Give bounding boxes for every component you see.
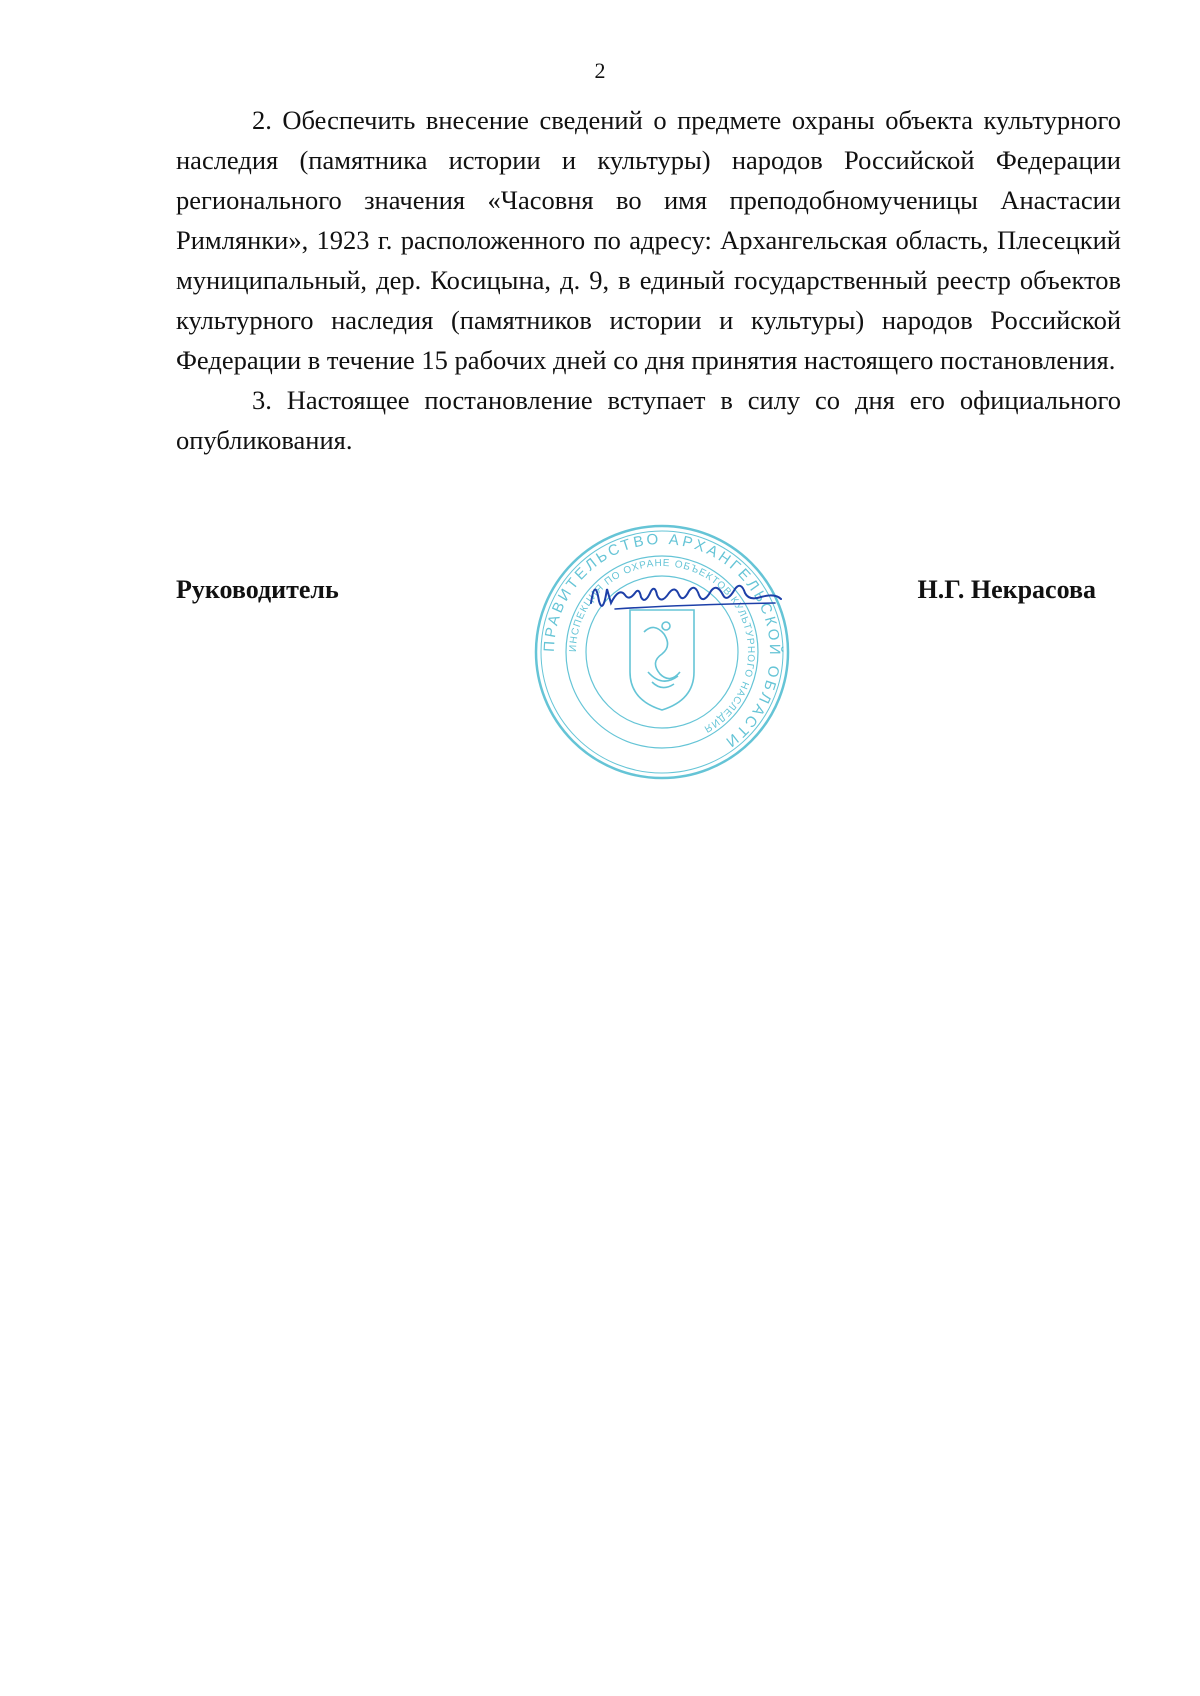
official-stamp xyxy=(532,522,792,782)
signatory-name: Н.Г. Некрасова xyxy=(917,575,1096,604)
paragraph-2: 2. Обеспечить внесение сведений о предмете охраны объекта культурного наследия (памятника истории и культуры) народов Российской Федерации регионального значения «Часовня во имя преподобномученицы Анастасии Римлянки», 1923 г. расположенного по адресу: Архангельская область, Плесецкий муниципальный, дер. Косицына, д. 9, в единый государственный реестр объектов культурного наследия (памятников истории и культуры) народов Российской Федерации в течение 15 рабочих дней со дня принятия настоящего постановления. xyxy=(176,105,1121,375)
signature-block xyxy=(176,575,1096,615)
coat-of-arms-icon xyxy=(630,610,694,710)
stamp-inner-text: ИНСПЕКЦИЯ ПО ОХРАНЕ ОБЪЕКТОВ КУЛЬТУРНОГО НАСЛЕДИЯ xyxy=(567,557,757,735)
paragraph-3: 3. Настоящее постановление вступает в силу со дня его официального опубликования. xyxy=(176,385,1121,455)
signatory-role: Руководитель xyxy=(176,575,339,604)
document-body xyxy=(176,100,1121,460)
stamp-outer-text: ПРАВИТЕЛЬСТВО АРХАНГЕЛЬСКОЙ ОБЛАСТИ xyxy=(540,530,784,752)
page-number: 2 xyxy=(594,58,606,83)
